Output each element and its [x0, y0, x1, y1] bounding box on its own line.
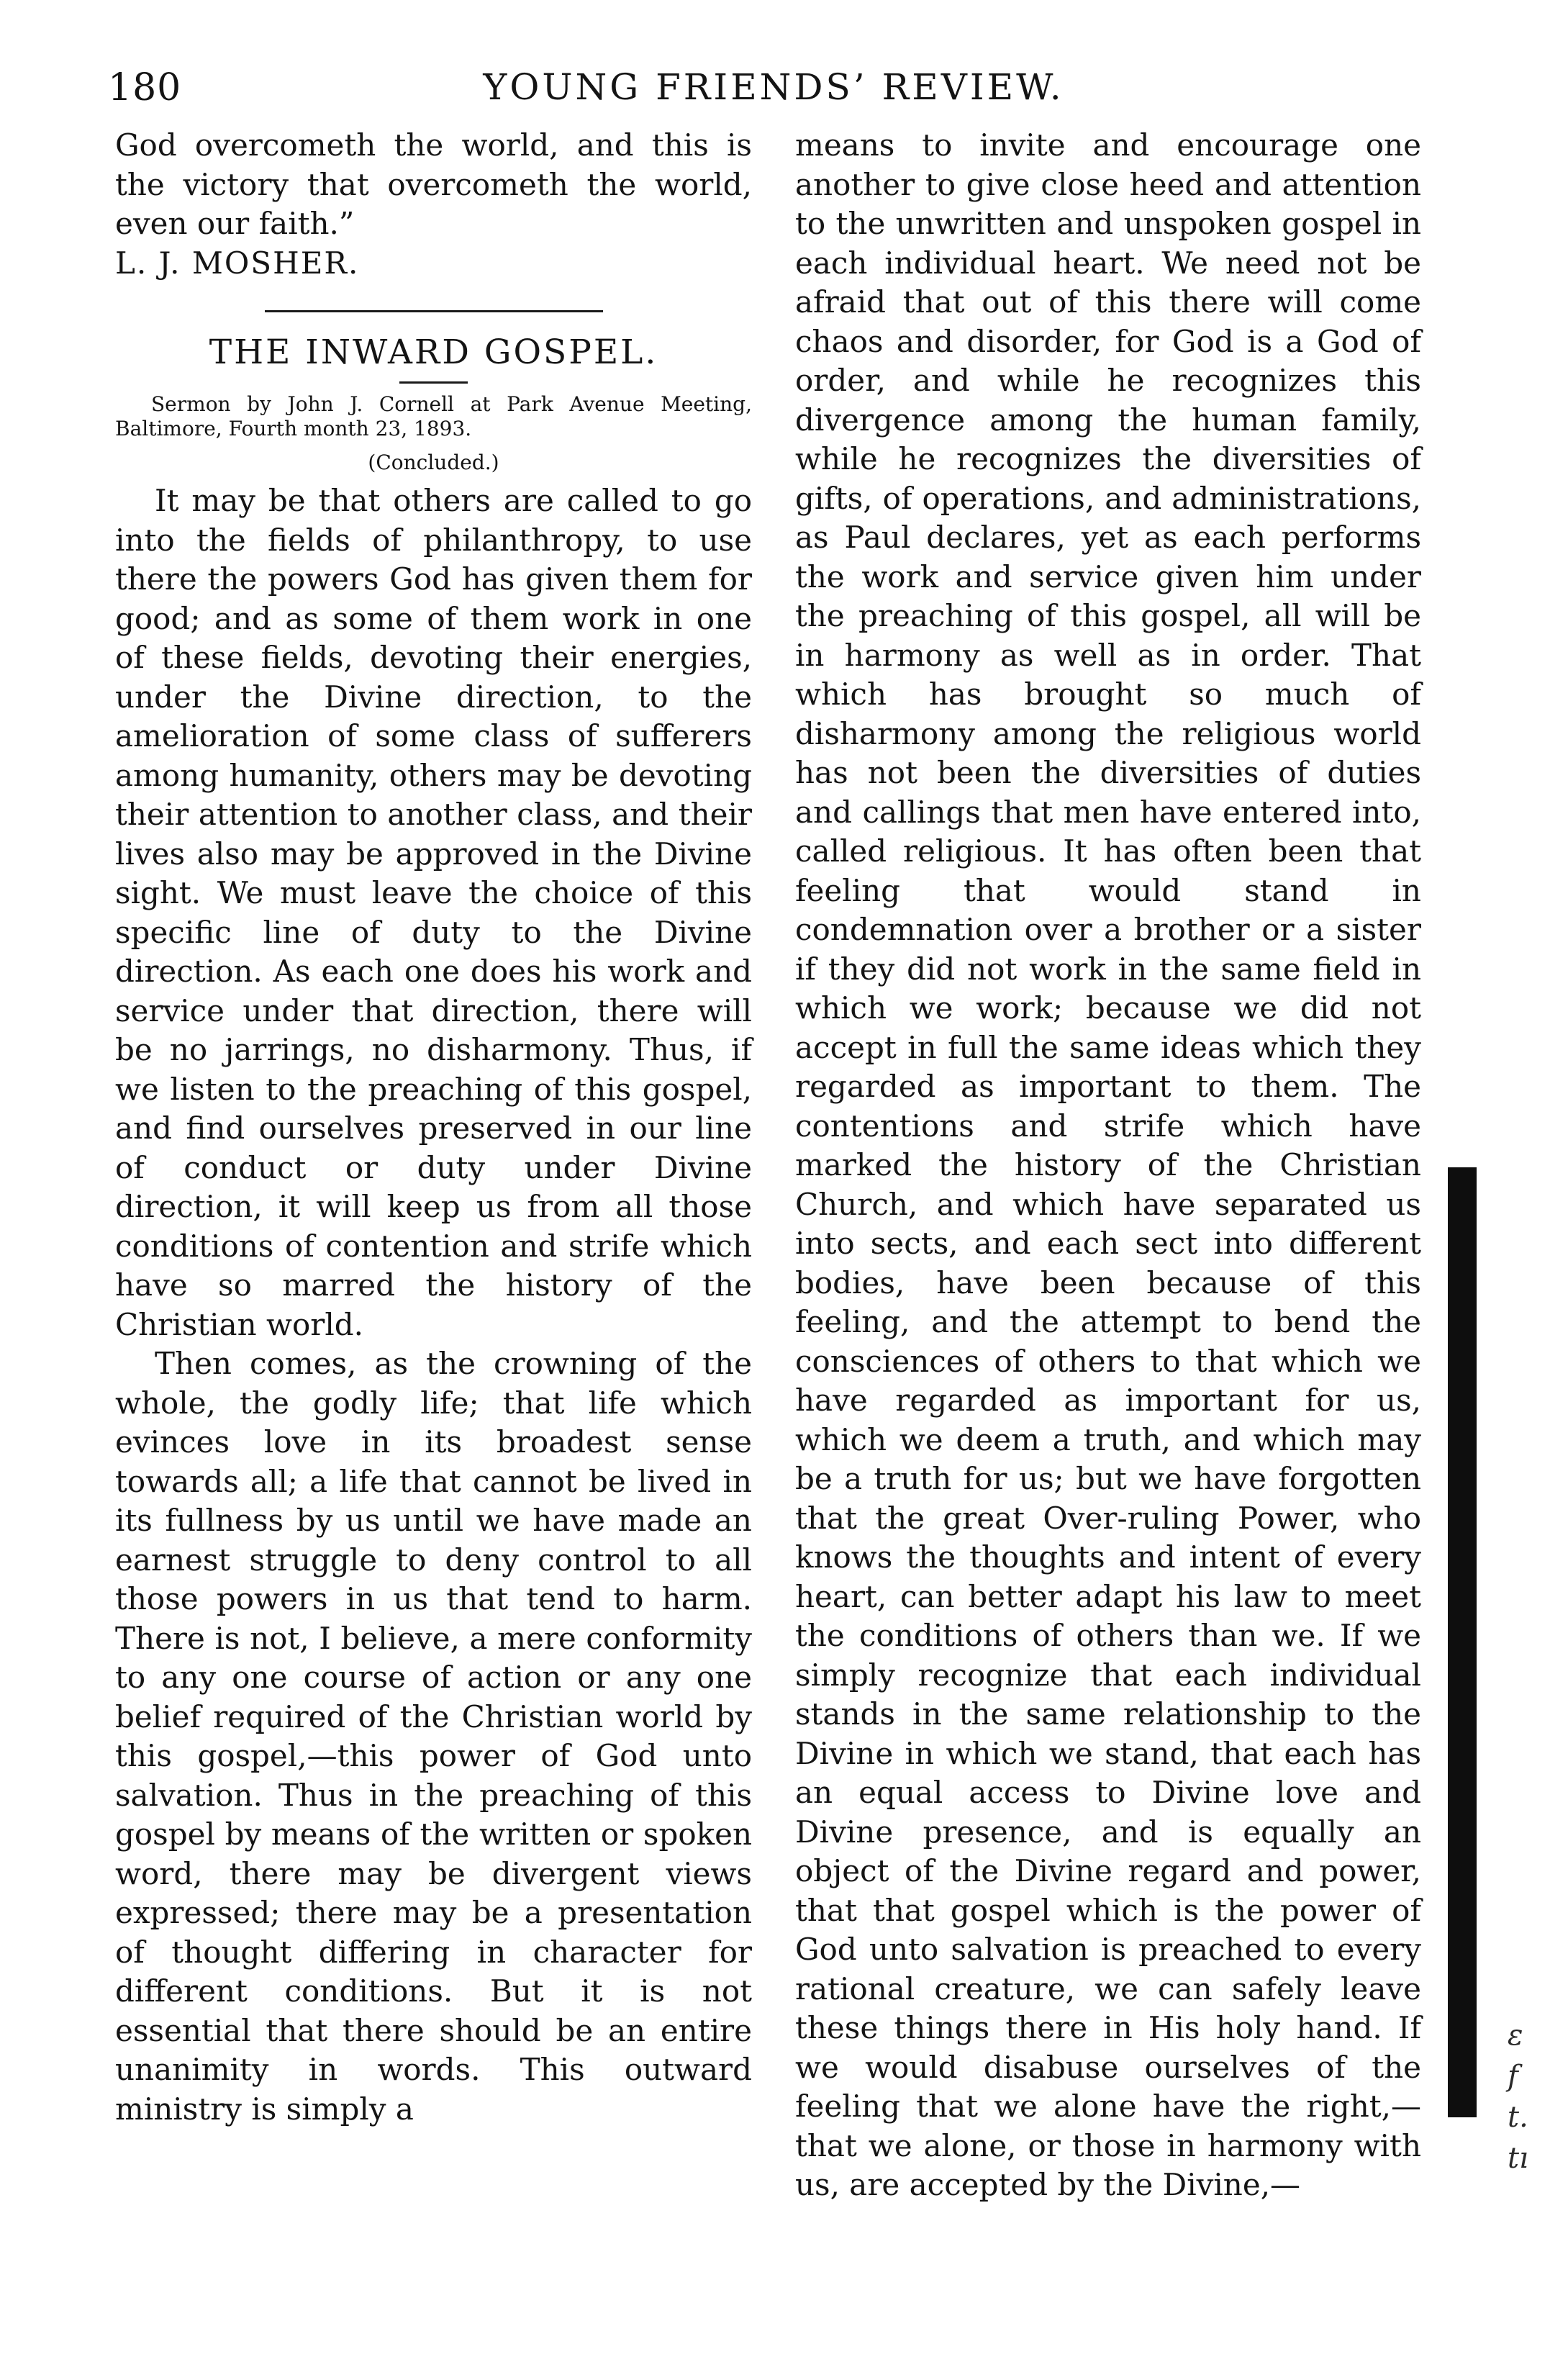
section-divider — [265, 310, 603, 312]
title-divider — [399, 381, 468, 384]
article-title: THE INWARD GOSPEL. — [209, 332, 658, 372]
concluded-note: (Concluded.) — [368, 451, 499, 474]
page-header — [108, 66, 1439, 124]
opening-quote: God overcometh the world, and this is the victory that overcometh the world, even our faith.” — [115, 127, 752, 241]
page-number: 180 — [108, 66, 182, 109]
scan-edge-bar — [1448, 1167, 1477, 2117]
body-paragraph: Then comes, as the crowning of the whole, the godly life; that life which evinces love in its broadest sense towards all; a life that cannot be lived in its fullness by us until we have made an earnest struggle to deny control to all those powers in us that tend to harm. There is not, I believe, a mere conformity to any one course of action or any one belief required of the Christian world by this gospel,—this power of God unto salvation. Thus in the preaching of this gospel by means of the written or spoken word, there may be divergent views expressed; there may be a presentation of thought differing in character for different conditions. But it is not essential that there should be an entire unanimity in words. This outward ministry is simply a — [115, 1346, 752, 2127]
margin-fragment: t. — [1508, 2101, 1528, 2134]
body-paragraph: It may be that others are called to go into the fields of philanthropy, to use there the powers God has given them for good; and as some of them work in one of these fields, devoting their energies, under the Divine direction, to the amelioration of some class of sufferers among humanity, others may be devoting their attention to another class, and their lives also may be approved in the Divine sight. We must leave the choice of this specific line of duty to the Divine direction. As each one does his work and service under that direction, there will be no jarrings, no disharmony. Thus, if we listen to the preaching of this gospel, and find ourselves preserved in our line of conduct or duty under Divine direction, it will keep us from all those conditions of contention and strife which have so marred the history of the Christian world. — [115, 483, 752, 1342]
sermon-byline: Sermon by John J. Cornell at Park Avenue Meeting, Baltimore, Fourth month 23, 1893. — [115, 392, 752, 440]
running-title: YOUNG FRIENDS’ REVIEW. — [483, 66, 1064, 108]
margin-fragments — [1508, 2015, 1528, 2179]
body-paragraph: means to invite and encourage one another to give close heed and attention to the unwritten and unspoken gospel in each individual heart. We need not be afraid that out of this there will come chaos and disorder, for God is a God of order, and while he recognizes this divergence among the human family, while he recognizes the diversities of gifts, of operations, and administrations, as Paul declares, yet as each performs the work and service given him under the preaching of this gospel, all will be in harmony as well as in order. That which has brought so much of disharmony among the religious world has not been the diversities of duties and callings that men have entered into, called religious. It has often been that feeling that would stand in condemnation over a brother or a sister if they did not work in the same field in which we work; because we did not accept in full the same ideas which they regarded as important to them. The contentions and strife which have marked the history of the Christian Church, and which have separated us into sects, and each sect into different bodies, have been because of this feeling, and the attempt to bend the consciences of others to that which we have regarded as important for us, which we deem a truth, and which may be a truth for us; but we have forgotten that the great Over-ruling Power, who knows the thoughts and intent of every heart, can better adapt his law to meet the conditions of others than we. If we simply recognize that each individual stands in the same relationship to the Divine in which we stand, that each has an equal access to Divine love and Divine presence, and is equally an object of the Divine regard and power, that that gospel which is the power of God unto salvation is preached to every rational creature, we can safely leave these things there in His holy hand. If we would disabuse ourselves of the feeling that we alone have the right,— that we alone, or those in harmony with us, are accepted by the Divine,— — [795, 127, 1421, 2202]
margin-fragment: tı — [1508, 2142, 1528, 2175]
author-signature: L. J. MOSHER. — [115, 245, 360, 281]
margin-fragment: ɛ — [1508, 2019, 1523, 2052]
margin-fragment: f — [1508, 2060, 1518, 2093]
right-column — [795, 126, 1421, 2205]
left-column — [115, 126, 752, 2129]
